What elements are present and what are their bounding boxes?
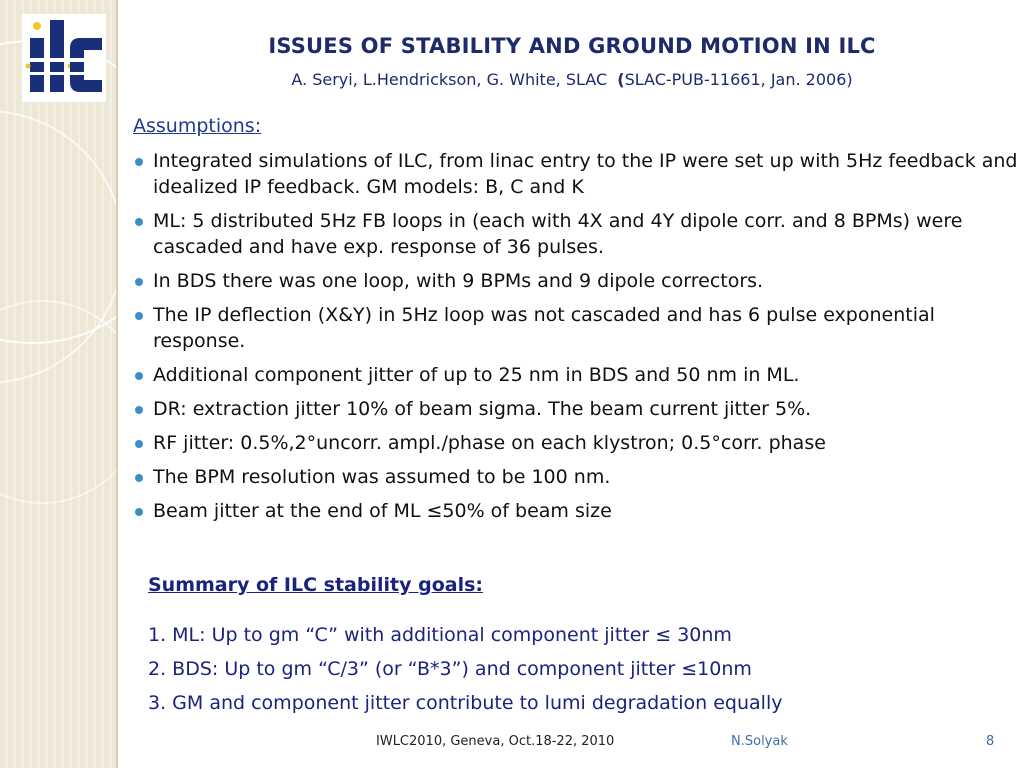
list-item: ML: 5 distributed 5Hz FB loops in (each with 4X and 4Y dipole corr. and 8 BPMs) were cascaded and have exp. response of 36 pulses.	[133, 208, 1018, 260]
footer-author: N.Solyak	[731, 734, 788, 749]
assumptions-list	[133, 148, 1018, 532]
footer-event: IWLC2010, Geneva, Oct.18-22, 2010	[376, 734, 615, 749]
ilc-logo-icon	[22, 14, 106, 102]
list-item: Integrated simulations of ILC, from linac entry to the IP were set up with 5Hz feedback and idealized IP feedback. GM models: B, C and K	[133, 148, 1018, 200]
assumptions-heading: Assumptions:	[133, 115, 262, 137]
list-item: Beam jitter at the end of ML ≤50% of beam size	[133, 498, 1018, 524]
summary-heading: Summary of ILC stability goals:	[148, 574, 483, 596]
list-item: The BPM resolution was assumed to be 100 nm.	[133, 464, 1018, 490]
list-item: RF jitter: 0.5%,2°uncorr. ampl./phase on each klystron; 0.5°corr. phase	[133, 430, 1018, 456]
page-number: 8	[986, 734, 995, 749]
list-item: 3. GM and component jitter contribute to lumi degradation equally	[148, 692, 783, 714]
sidebar-edge	[116, 0, 118, 768]
decorative-arc	[0, 300, 118, 504]
sidebar-decoration	[0, 0, 118, 768]
list-item: Additional component jitter of up to 25 nm in BDS and 50 nm in ML.	[133, 362, 1018, 388]
slide-title: ISSUES OF STABILITY AND GROUND MOTION IN ILC	[268, 34, 876, 58]
list-item: In BDS there was one loop, with 9 BPMs and 9 dipole correctors.	[133, 268, 1018, 294]
list-item: DR: extraction jitter 10% of beam sigma. The beam current jitter 5%.	[133, 396, 1018, 422]
reference: SLAC-PUB-11661, Jan. 2006)	[624, 70, 853, 89]
authors: A. Seryi, L.Hendrickson, G. White, SLAC	[291, 70, 608, 89]
list-item: The IP deflection (X&Y) in 5Hz loop was not cascaded and has 6 pulse exponential response.	[133, 302, 1018, 354]
list-item: 2. BDS: Up to gm “C/3” (or “B*3”) and component jitter ≤10nm	[148, 658, 752, 680]
summary-list	[148, 618, 1008, 720]
list-item: 1. ML: Up to gm “C” with additional component jitter ≤ 30nm	[148, 624, 732, 646]
paren: (	[617, 70, 625, 89]
slide-subtitle	[120, 70, 1024, 89]
